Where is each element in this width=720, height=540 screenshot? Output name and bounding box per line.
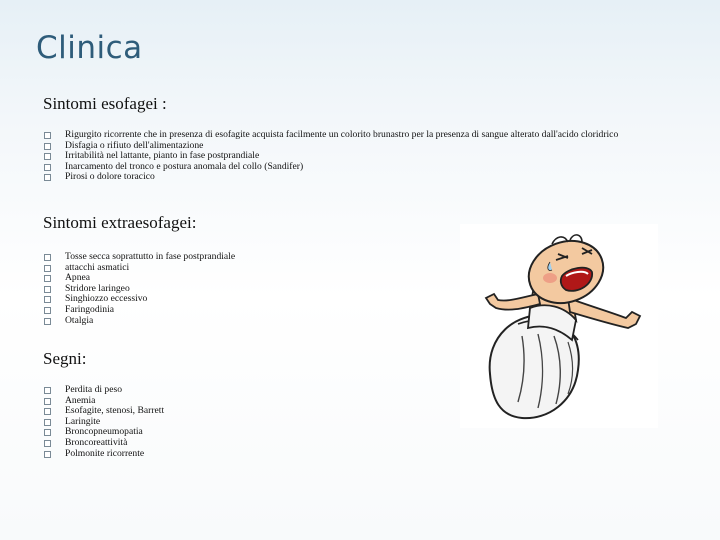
list-item: Irritabilità nel lattante, pianto in fase postprandiale: [43, 151, 663, 162]
esophageal-symptoms-list: [43, 130, 663, 183]
list-item: attacchi asmatici: [43, 263, 443, 274]
list-item: Broncopneumopatia: [43, 427, 443, 438]
right-arm: [568, 298, 640, 328]
section-heading-esophageal: Sintomi esofagei :: [43, 94, 167, 113]
square-bullet-icon: [44, 440, 51, 447]
square-bullet-icon: [44, 286, 51, 293]
square-bullet-icon: [44, 143, 51, 150]
list-item: Laringite: [43, 417, 443, 428]
square-bullet-icon: [44, 275, 51, 282]
list-item: Rigurgito ricorrente che in presenza di esofagite acquista facilmente un colorito brunastro per la presenza di sangue alterato dall'acido cloridrico: [43, 130, 663, 141]
square-bullet-icon: [44, 265, 51, 272]
square-bullet-icon: [44, 398, 51, 405]
square-bullet-icon: [44, 429, 51, 436]
square-bullet-icon: [44, 318, 51, 325]
square-bullet-icon: [44, 408, 51, 415]
square-bullet-icon: [44, 174, 51, 181]
list-item: Tosse secca soprattutto in fase postprandiale: [43, 252, 443, 263]
list-item: Otalgia: [43, 316, 443, 327]
crying-baby-icon: [460, 224, 658, 428]
crying-baby-illustration: [460, 224, 658, 428]
signs-list: [43, 385, 443, 459]
list-item: Faringodinia: [43, 305, 443, 316]
extraesophageal-symptoms-list: [43, 252, 443, 326]
square-bullet-icon: [44, 387, 51, 394]
list-item: Polmonite ricorrente: [43, 449, 443, 460]
list-item: Stridore laringeo: [43, 284, 443, 295]
square-bullet-icon: [44, 164, 51, 171]
list-item: Broncoreattività: [43, 438, 443, 449]
list-item: Esofagite, stenosi, Barrett: [43, 406, 443, 417]
square-bullet-icon: [44, 153, 51, 160]
square-bullet-icon: [44, 296, 51, 303]
square-bullet-icon: [44, 419, 51, 426]
section-heading-extraesophageal: Sintomi extraesofagei:: [43, 213, 197, 232]
section-heading-signs: Segni:: [43, 349, 87, 368]
list-item: Apnea: [43, 273, 443, 284]
list-item: Perdita di peso: [43, 385, 443, 396]
list-item: Pirosi o dolore toracico: [43, 172, 663, 183]
square-bullet-icon: [44, 254, 51, 261]
list-item: Inarcamento del tronco e postura anomala del collo (Sandifer): [43, 162, 663, 173]
square-bullet-icon: [44, 307, 51, 314]
list-item: Anemia: [43, 396, 443, 407]
list-item: Singhiozzo eccessivo: [43, 294, 443, 305]
square-bullet-icon: [44, 451, 51, 458]
list-item: Disfagia o rifiuto dell'alimentazione: [43, 141, 663, 152]
square-bullet-icon: [44, 132, 51, 139]
slide-title: Clinica: [36, 30, 143, 66]
